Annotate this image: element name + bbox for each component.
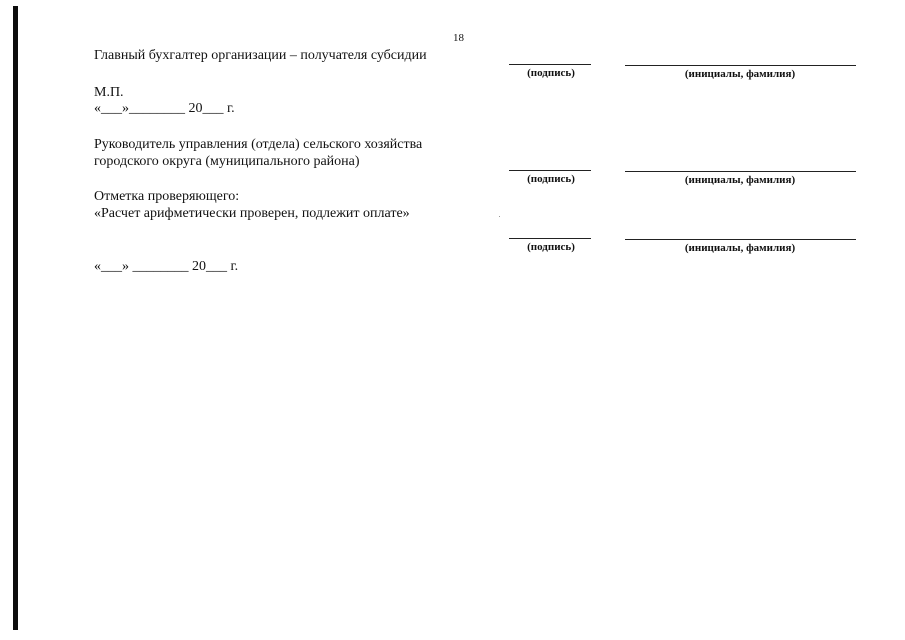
scan-speck bbox=[499, 216, 500, 217]
page-number: 18 bbox=[453, 32, 464, 44]
signature-caption: (подпись) bbox=[527, 67, 575, 79]
head-of-department-title-line2: городского округа (муниципального района) bbox=[94, 154, 360, 169]
name-line bbox=[625, 65, 856, 66]
name-line bbox=[625, 239, 856, 240]
inspector-mark-text: «Расчет арифметически проверен, подлежит оплате» bbox=[94, 206, 410, 221]
name-caption: (инициалы, фамилия) bbox=[684, 68, 796, 80]
inspector-mark-label: Отметка проверяющего: bbox=[94, 189, 240, 204]
head-of-department-title-line1: Руководитель управления (отдела) сельского хозяйства bbox=[94, 137, 423, 152]
signature-line bbox=[509, 170, 591, 171]
inspector-date-line: «___» ________ 20___ г. bbox=[94, 259, 239, 274]
name-line bbox=[625, 171, 856, 172]
signature-caption: (подпись) bbox=[527, 173, 575, 185]
chief-accountant-date-line: «___»________ 20___ г. bbox=[94, 101, 235, 116]
signature-line bbox=[509, 64, 591, 65]
chief-accountant-title: Главный бухгалтер организации – получателя субсидии bbox=[94, 48, 427, 63]
signature-caption: (подпись) bbox=[527, 241, 575, 253]
name-caption: (инициалы, фамилия) bbox=[684, 174, 796, 186]
name-caption: (инициалы, фамилия) bbox=[684, 242, 796, 254]
binding-edge-bar bbox=[13, 6, 18, 630]
stamp-placeholder: М.П. bbox=[94, 85, 124, 100]
signature-line bbox=[509, 238, 591, 239]
